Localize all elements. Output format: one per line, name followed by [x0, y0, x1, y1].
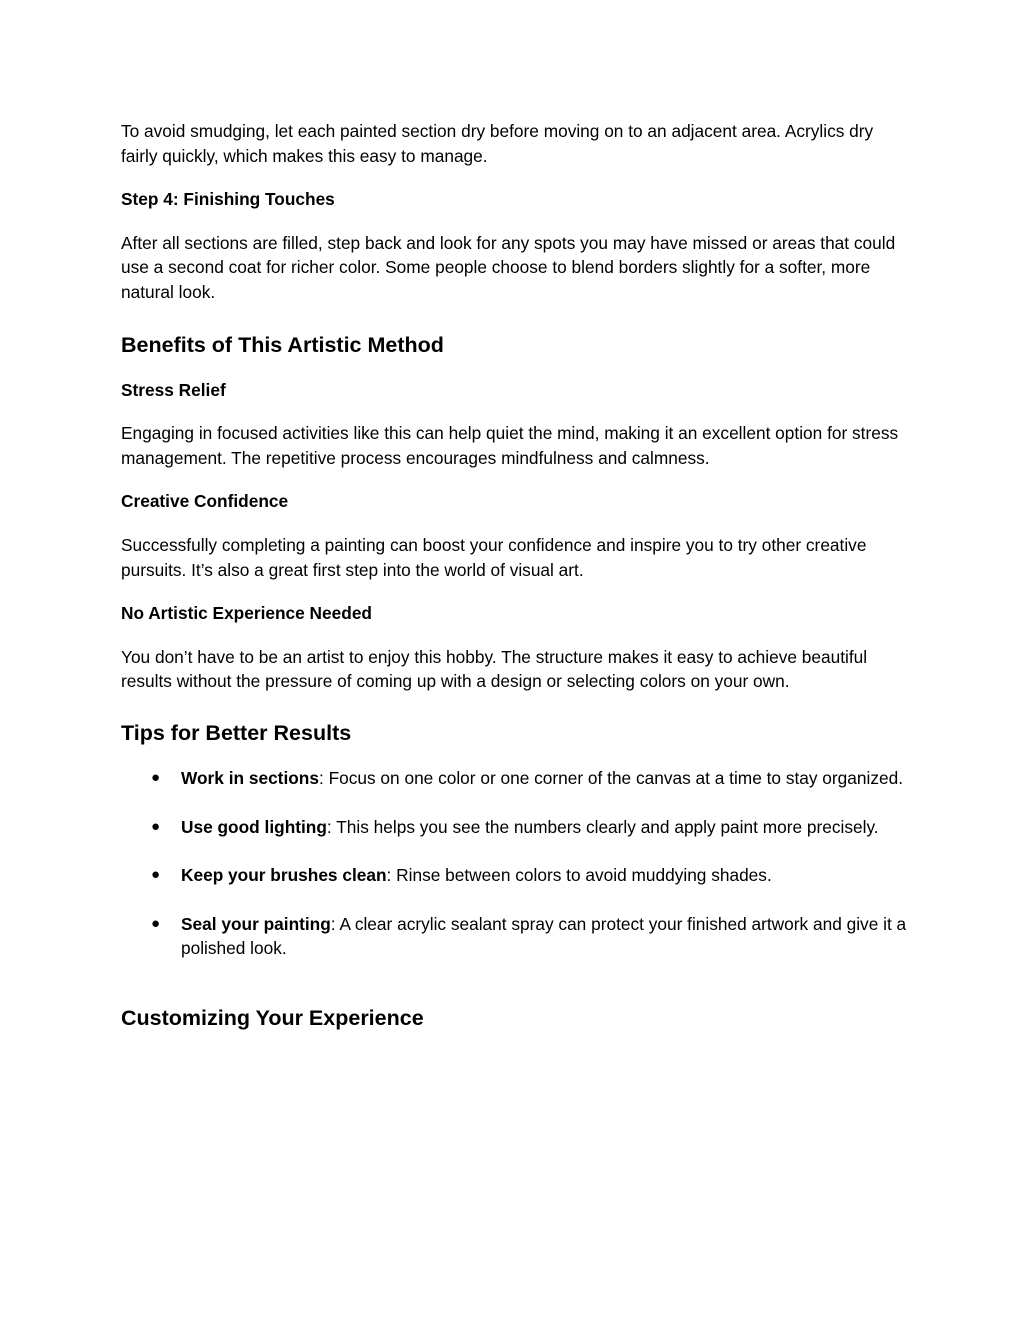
- list-item: [121, 863, 911, 888]
- tip-text: : Rinse between colors to avoid muddying shades.: [386, 865, 772, 886]
- tips-list: [121, 766, 911, 961]
- tips-heading: Tips for Better Results: [121, 720, 352, 745]
- tip-bold-label: Use good lighting: [181, 816, 327, 837]
- list-item: [121, 815, 911, 840]
- step4-paragraph: After all sections are filled, step back and look for any spots you may have missed or areas that could use a second coat for richer color. Some people choose to blend borders slightly for a softer, more natural look.: [121, 232, 896, 302]
- list-item: [121, 912, 911, 961]
- tip-text: : This helps you see the numbers clearly and apply paint more precisely.: [326, 816, 879, 837]
- tip-text: : Focus on one color or one corner of the canvas at a time to stay organized.: [318, 767, 904, 788]
- tip-bold-label: Keep your brushes clean: [181, 865, 387, 886]
- no-experience-heading: No Artistic Experience Needed: [121, 603, 372, 624]
- benefits-heading: Benefits of This Artistic Method: [121, 332, 444, 357]
- stress-relief-heading: Stress Relief: [121, 379, 226, 400]
- tip-bold-label: Work in sections: [181, 767, 319, 788]
- customizing-heading: Customizing Your Experience: [121, 1005, 424, 1030]
- bullet-icon: ●: [151, 768, 161, 786]
- list-item: [121, 766, 911, 791]
- bullet-icon: ●: [151, 817, 161, 835]
- tip-bold-label: Seal your painting: [181, 913, 331, 934]
- stress-relief-paragraph: Engaging in focused activities like this can help quiet the mind, making it an excellent option for stress management. The repetitive process encourages mindfulness and calmness.: [121, 423, 899, 468]
- intro-paragraph: To avoid smudging, let each painted section dry before moving on to an adjacent area. Acrylics dry fairly quickly, which makes this easy to manage.: [121, 121, 874, 166]
- bullet-icon: ●: [151, 914, 161, 932]
- step4-heading: Step 4: Finishing Touches: [121, 189, 335, 210]
- no-experience-paragraph: You don’t have to be an artist to enjoy this hobby. The structure makes it easy to achieve beautiful results without the pressure of coming up with a design or selecting colors on your own.: [121, 646, 868, 692]
- tip-text: : A clear acrylic sealant spray can protect your finished artwork and give it a polished look.: [181, 913, 907, 959]
- creative-confidence-heading: Creative Confidence: [121, 491, 289, 512]
- creative-confidence-paragraph: Successfully completing a painting can boost your confidence and inspire you to try other creative pursuits. It’s also a great first step into the world of visual art.: [121, 534, 867, 580]
- document-content: [121, 119, 911, 1032]
- bullet-icon: ●: [151, 866, 161, 884]
